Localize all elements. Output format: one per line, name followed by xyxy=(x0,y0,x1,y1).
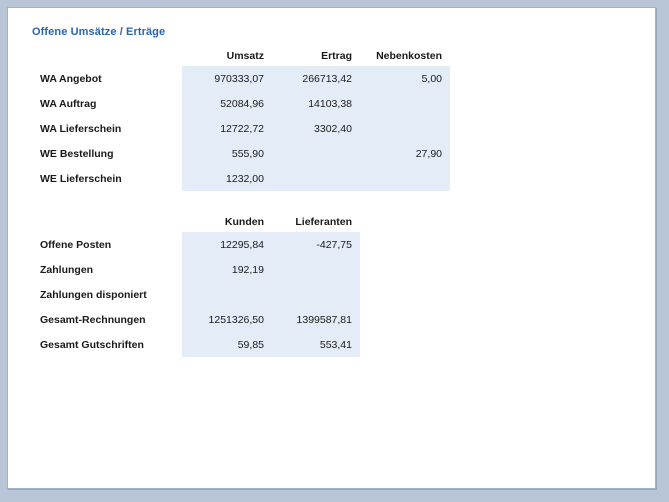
table-row xyxy=(32,166,450,191)
cell-umsatz: 1232,00 xyxy=(182,166,272,191)
table-header-row xyxy=(32,214,360,232)
cell-lieferanten: 1399587,81 xyxy=(272,307,360,332)
cell-nebenkosten: 5,00 xyxy=(360,66,450,91)
cell-nebenkosten xyxy=(360,116,450,141)
cell-umsatz: 52084,96 xyxy=(182,91,272,116)
cell-kunden: 192,19 xyxy=(182,257,272,282)
panel-title: Offene Umsätze / Erträge xyxy=(32,26,166,38)
cell-umsatz: 555,90 xyxy=(182,141,272,166)
table-row xyxy=(32,257,360,282)
column-header-blank xyxy=(32,214,182,232)
row-label: Zahlungen xyxy=(40,263,94,276)
row-label: WA Auftrag xyxy=(40,97,97,110)
column-header-nebenkosten: Nebenkosten xyxy=(376,50,442,62)
row-label: Gesamt Gutschriften xyxy=(40,338,144,351)
table-row xyxy=(32,141,450,166)
table-row xyxy=(32,232,360,257)
cell-ertrag xyxy=(272,141,360,166)
cell-lieferanten xyxy=(272,257,360,282)
cell-lieferanten: -427,75 xyxy=(272,232,360,257)
revenue-table xyxy=(32,48,450,191)
cell-ertrag: 14103,38 xyxy=(272,91,360,116)
column-header-ertrag: Ertrag xyxy=(321,50,352,62)
cell-kunden: 59,85 xyxy=(182,332,272,357)
cell-ertrag xyxy=(272,166,360,191)
row-label: Zahlungen disponiert xyxy=(40,288,147,301)
column-header-lieferanten: Lieferanten xyxy=(295,216,352,228)
column-header-umsatz: Umsatz xyxy=(226,50,264,62)
report-window xyxy=(7,7,656,489)
row-label: Offene Posten xyxy=(40,238,112,251)
cell-lieferanten xyxy=(272,282,360,307)
column-header-kunden: Kunden xyxy=(224,216,264,228)
cell-nebenkosten: 27,90 xyxy=(360,141,450,166)
row-label: WA Angebot xyxy=(40,72,102,85)
row-label: WE Lieferschein xyxy=(40,172,122,185)
report-content xyxy=(8,8,655,488)
cell-nebenkosten xyxy=(360,166,450,191)
table-row xyxy=(32,282,360,307)
cell-umsatz: 970333,07 xyxy=(182,66,272,91)
cell-ertrag: 3302,40 xyxy=(272,116,360,141)
cell-ertrag: 266713,42 xyxy=(272,66,360,91)
row-label: WE Bestellung xyxy=(40,147,114,160)
table-row xyxy=(32,91,450,116)
table-header-row xyxy=(32,48,450,66)
cell-kunden: 1251326,50 xyxy=(182,307,272,332)
cell-umsatz: 12722,72 xyxy=(182,116,272,141)
table-row xyxy=(32,116,450,141)
table-row xyxy=(32,307,360,332)
column-header-blank xyxy=(32,48,182,66)
cell-kunden xyxy=(182,282,272,307)
balances-table xyxy=(32,214,360,357)
cell-kunden: 12295,84 xyxy=(182,232,272,257)
table-row xyxy=(32,332,360,357)
cell-lieferanten: 553,41 xyxy=(272,332,360,357)
row-label: WA Lieferschein xyxy=(40,122,122,135)
cell-nebenkosten xyxy=(360,91,450,116)
row-label: Gesamt-Rechnungen xyxy=(40,313,146,326)
table-row xyxy=(32,66,450,91)
